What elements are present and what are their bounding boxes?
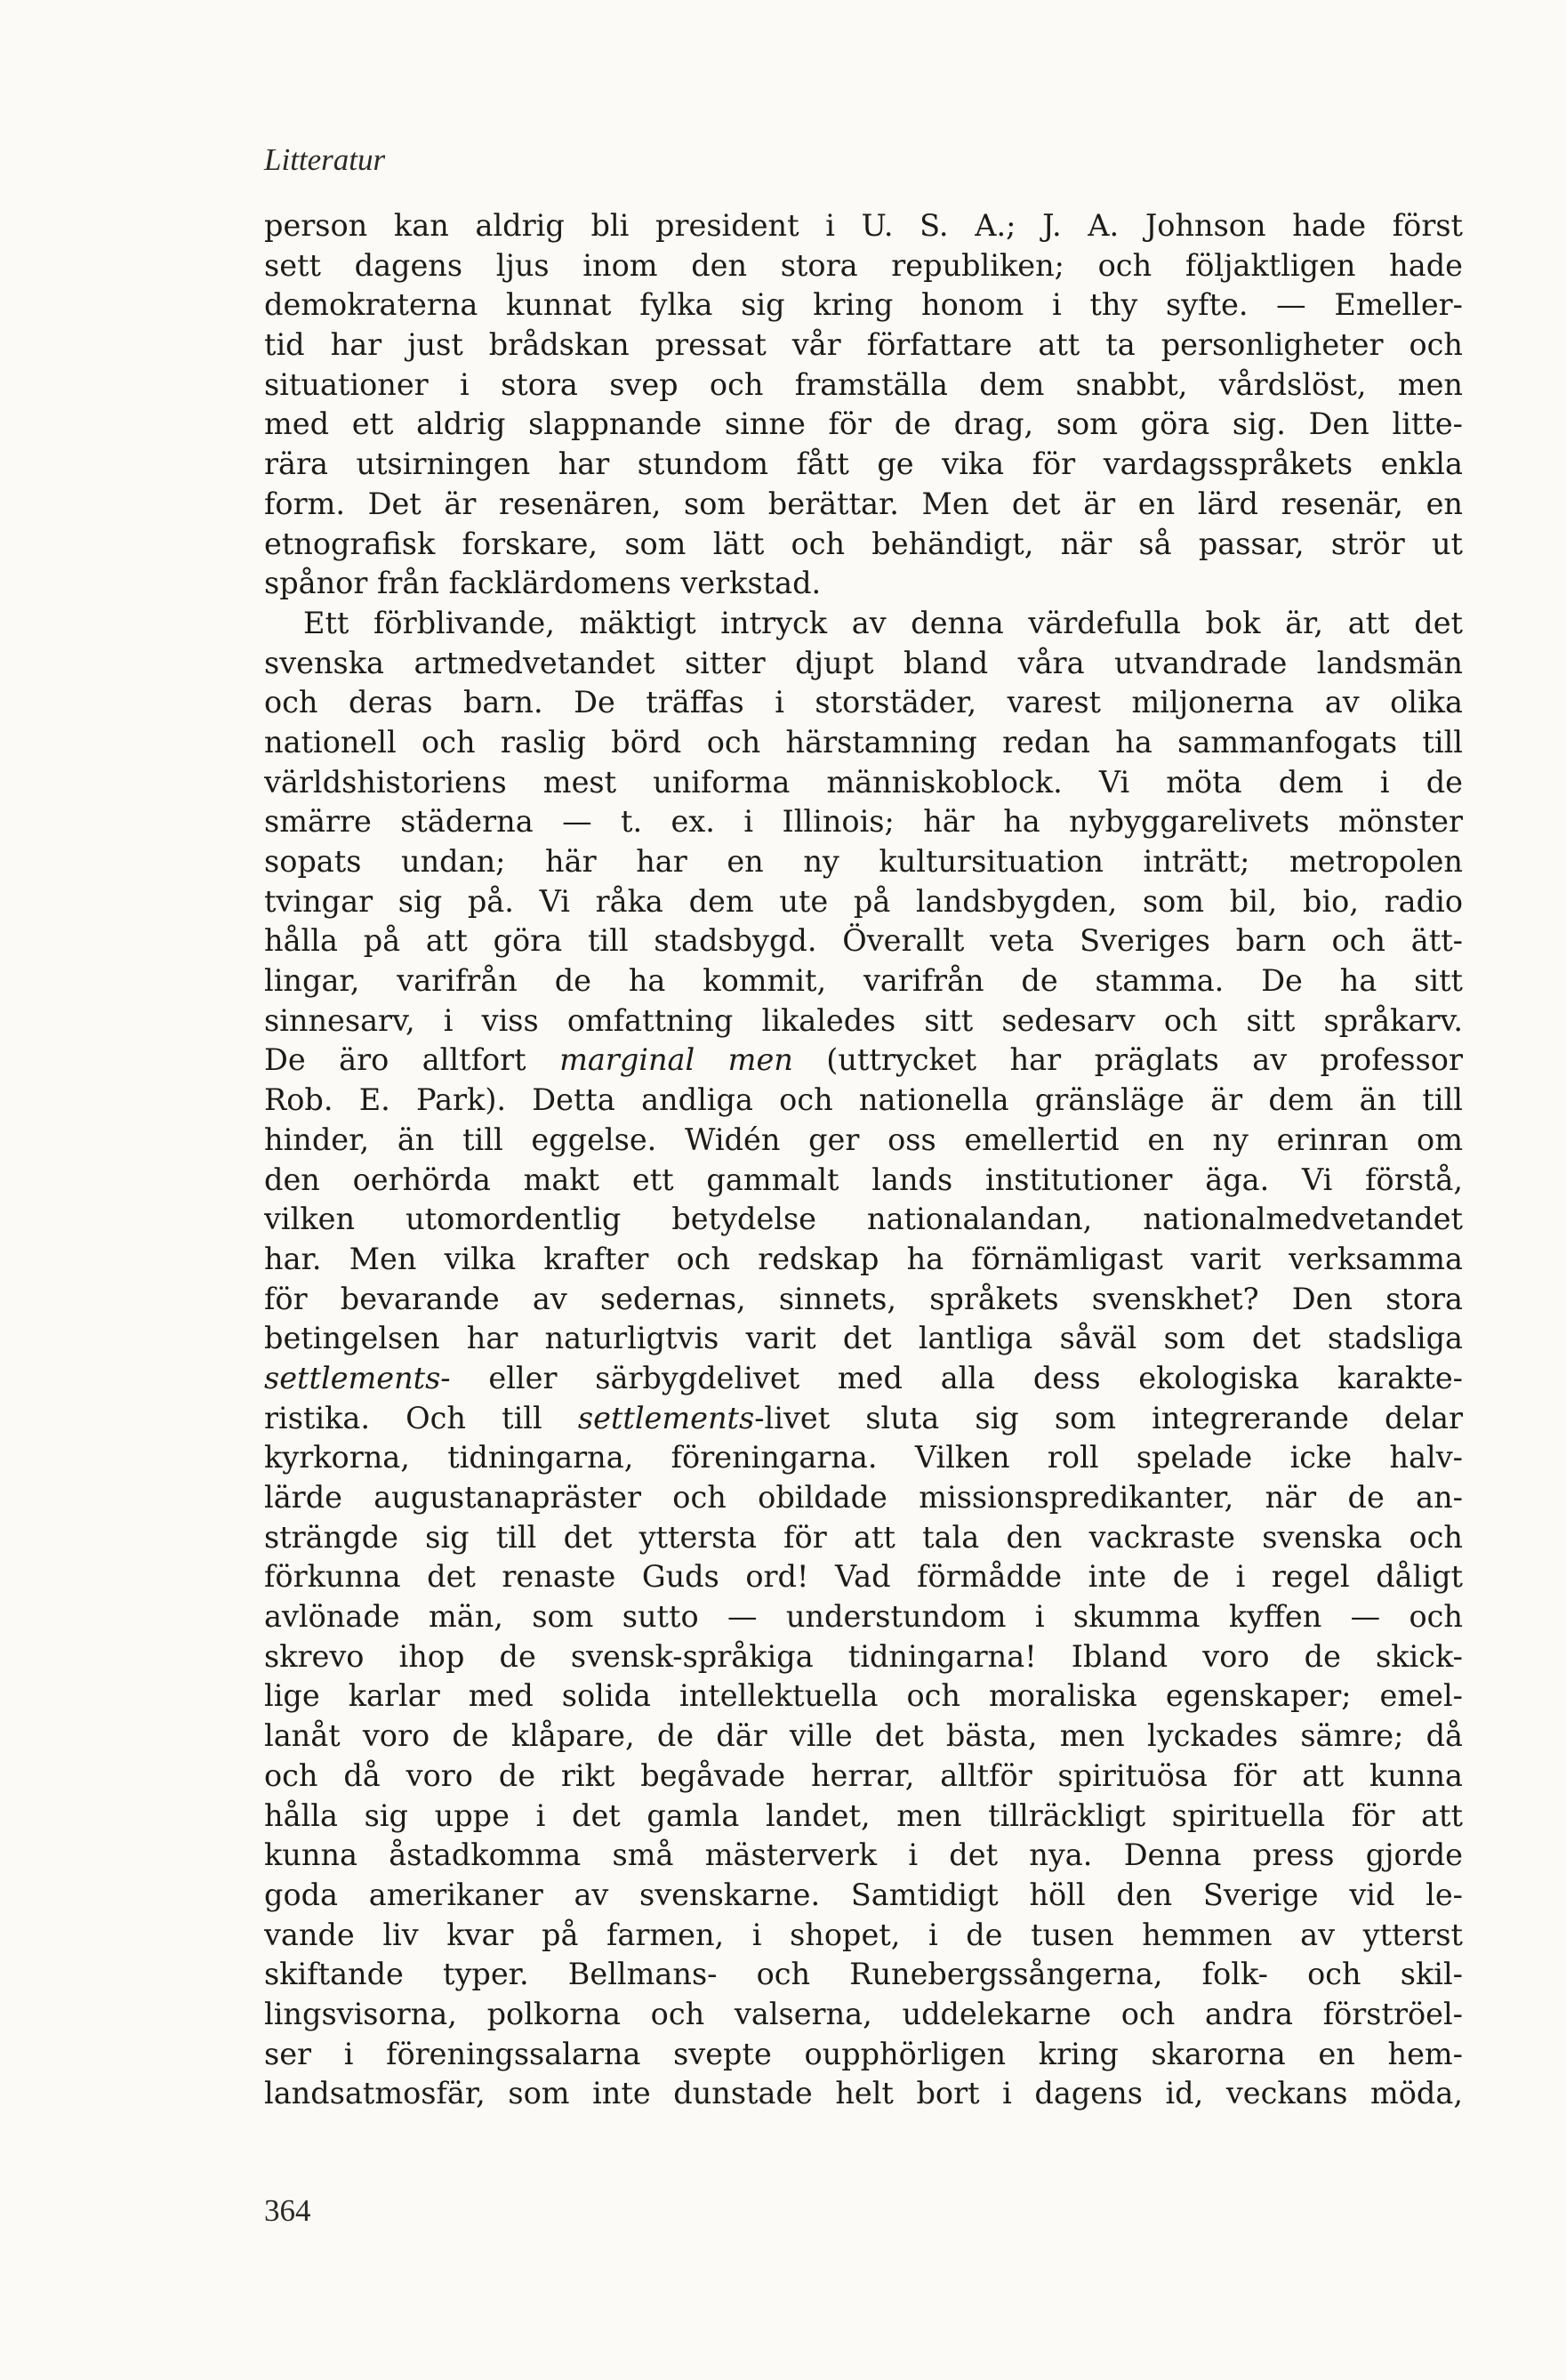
text-line: strängde sig till det yttersta för att tala den vackraste svenska och — [264, 1519, 1463, 1555]
text-run: ristika. Och till — [264, 1400, 578, 1435]
text-line: och deras barn. De träffas i storstäder, varest miljonerna av olika — [264, 685, 1463, 720]
text-line: har. Men vilka krafter och redskap ha förnämligast varit verksamma — [264, 1241, 1463, 1276]
page-number: 364 — [264, 2193, 311, 2228]
text-line: den oerhörda makt ett gammalt lands institutioner äga. Vi förstå, — [264, 1162, 1463, 1197]
text-line: betingelsen har naturligtvis varit det lantliga såväl som det stadsliga — [264, 1321, 1463, 1356]
text-line: nationell och raslig börd och härstamning redan ha sammanfogats till — [264, 724, 1463, 760]
text-line: vilken utomordentlig betydelse nationalandan, nationalmedvetandet — [264, 1202, 1463, 1237]
text-run: -livet sluta sig som integrerande delar — [754, 1400, 1463, 1435]
text-run: eller särbygdelivet med alla dess ekologiska karakte- — [450, 1360, 1463, 1395]
text-line: lanåt voro de klåpare, de där ville det bästa, men lyckades sämre; då — [264, 1718, 1463, 1754]
text-line: Ett förblivande, mäktigt intryck av denna värdefulla bok är, att det — [303, 605, 1463, 640]
text-line: lärde augustanapräster och obildade missionspredikanter, när de an- — [264, 1480, 1463, 1515]
text-run: (uttrycket har präglats av professor — [792, 1042, 1463, 1078]
text-run: De äro alltfort — [264, 1042, 560, 1078]
text-line: sinnesarv, i viss omfattning likaledes sitt sedesarv och sitt språkarv. — [264, 1002, 1463, 1038]
text-line — [264, 1041, 1463, 1081]
text-line: lige karlar med solida intellektuella och moraliska egenskaper; emel- — [264, 1678, 1463, 1714]
text-line: hålla på att göra till stadsbygd. Överallt veta Sveriges barn och ätt- — [264, 923, 1463, 959]
text-line: sett dagens ljus inom den stora republiken; och följaktligen hade — [264, 247, 1463, 283]
text-line: kunna åstadkomma små mästerverk i det nya. Denna press gjorde — [264, 1837, 1463, 1873]
text-line: etnografisk forskare, som lätt och behändigt, när så passar, strör ut — [264, 526, 1463, 561]
text-line: med ett aldrig slappnande sinne för de drag, som göra sig. Den litte- — [264, 406, 1463, 442]
italic-term: settlements — [577, 1400, 755, 1435]
text-line: demokraterna kunnat fylka sig kring honom i thy syfte. — Emeller- — [264, 287, 1463, 323]
text-line: smärre städerna — t. ex. i Illinois; här ha nybyggarelivets mönster — [264, 804, 1463, 840]
text-line: kyrkorna, tidningarna, föreningarna. Vilken roll spelade icke halv- — [264, 1440, 1463, 1475]
text-line: landsatmosfär, som inte dunstade helt bort i dagens id, veckans möda, — [264, 2076, 1463, 2111]
text-line — [264, 1399, 1463, 1439]
text-line: svenska artmedvetandet sitter djupt bland våra utvandrade landsmän — [264, 645, 1463, 680]
text-line: lingar, varifrån de ha kommit, varifrån de stamma. De ha sitt — [264, 963, 1463, 999]
text-line: hålla sig uppe i det gamla landet, men tillräckligt spirituella för att — [264, 1797, 1463, 1833]
text-line: förkunna det renaste Guds ord! Vad förmådde inte de i regel dåligt — [264, 1559, 1463, 1595]
text-line: skiftande typer. Bellmans- och Runebergssångerna, folk- och skil- — [264, 1957, 1463, 1992]
text-line: tvingar sig på. Vi råka dem ute på landsbygden, som bil, bio, radio — [264, 883, 1463, 919]
text-line: goda amerikaner av svenskarne. Samtidigt höll den Sverige vid le- — [264, 1877, 1463, 1912]
text-line: rära utsirningen har stundom fått ge vika för vardagsspråkets enkla — [264, 446, 1463, 482]
text-line: och då voro de rikt begåvade herrar, alltför spirituösa för att kunna — [264, 1757, 1463, 1793]
text-line: ser i föreningssalarna svepte oupphörligen kring skarorna en hem- — [264, 2036, 1463, 2071]
text-line: för bevarande av sedernas, sinnets, språkets svenskhet? Den stora — [264, 1281, 1463, 1316]
italic-term: settlements- — [264, 1360, 451, 1395]
text-line: lingsvisorna, polkorna och valserna, uddelekarne och andra förströel- — [264, 1996, 1463, 2031]
text-line: världshistoriens mest uniforma människoblock. Vi möta dem i de — [264, 764, 1463, 800]
text-line: spånor från facklärdomens verkstad. — [264, 566, 822, 601]
body-text — [264, 206, 1463, 2114]
text-line: situationer i stora svep och framställa dem snabbt, vårdslöst, men — [264, 366, 1463, 402]
text-line: vande liv kvar på farmen, i shopet, i de tusen hemmen av ytterst — [264, 1917, 1463, 1952]
text-line: sopats undan; här har en ny kultursituation inträtt; metropolen — [264, 844, 1463, 879]
text-line: form. Det är resenären, som berättar. Men det är en lärd resenär, en — [264, 486, 1463, 521]
text-line: hinder, än till eggelse. Widén ger oss emellertid en ny erinran om — [264, 1122, 1463, 1157]
text-line: skrevo ihop de svensk-språkiga tidningarna! Ibland voro de skick- — [264, 1638, 1463, 1674]
text-line: avlönade män, som sutto — understundom i skumma kyffen — och — [264, 1599, 1463, 1635]
text-line: tid har just brådskan pressat vår författare att ta personligheter och — [264, 327, 1463, 363]
running-head: Litteratur — [264, 142, 386, 177]
italic-term: marginal men — [559, 1042, 793, 1078]
text-line: Rob. E. Park). Detta andliga och nationella gränsläge är dem än till — [264, 1082, 1463, 1118]
text-line: person kan aldrig bli president i U. S. A.; J. A. Johnson hade först — [264, 208, 1463, 243]
text-line — [264, 1359, 1463, 1399]
